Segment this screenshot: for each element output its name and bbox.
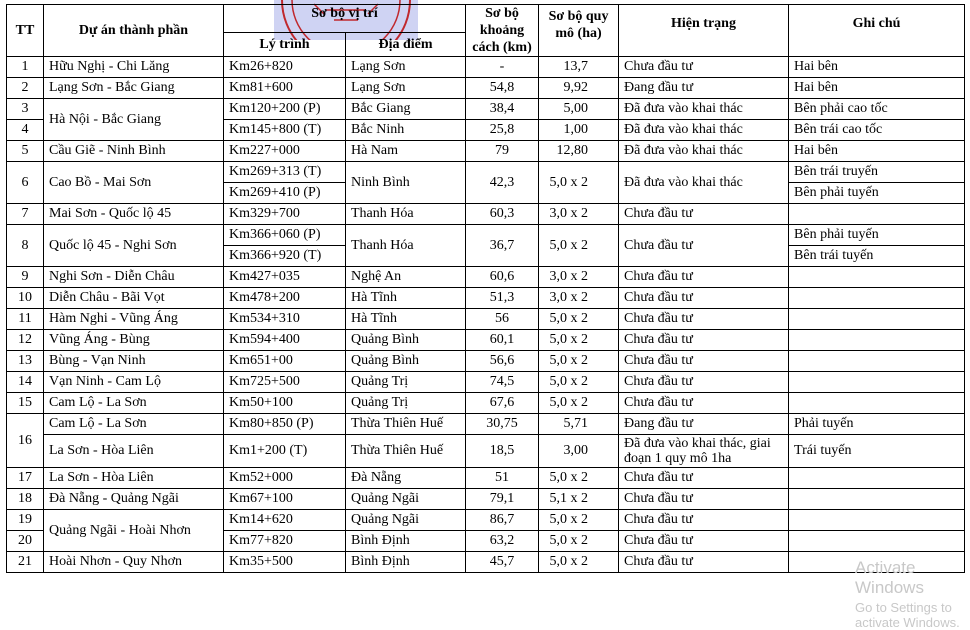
- cell-chainage: Km35+500: [224, 552, 346, 573]
- cell-scale: 5,0 x 2: [539, 351, 619, 372]
- cell-note: [789, 330, 965, 351]
- cell-scale: 12,80: [539, 141, 619, 162]
- cell-project: Cam Lộ - La Sơn: [44, 414, 224, 435]
- cell-status: Chưa đầu tư: [619, 531, 789, 552]
- cell-status: Chưa đầu tư: [619, 204, 789, 225]
- cell-note: [789, 393, 965, 414]
- cell-status: Chưa đầu tư: [619, 510, 789, 531]
- cell-tt: 2: [7, 78, 44, 99]
- cell-note: Hai bên: [789, 141, 965, 162]
- cell-note: Hai bên: [789, 78, 965, 99]
- cell-status: Đang đầu tư: [619, 414, 789, 435]
- cell-project: Cam Lộ - La Sơn: [44, 393, 224, 414]
- cell-status: Đã đưa vào khai thác: [619, 162, 789, 204]
- cell-scale: 5,1 x 2: [539, 489, 619, 510]
- table-row: [7, 489, 965, 510]
- cell-note: Hai bên: [789, 57, 965, 78]
- table-row: [7, 204, 965, 225]
- cell-project: Quốc lộ 45 - Nghi Sơn: [44, 225, 224, 267]
- cell-project: Bùng - Vạn Ninh: [44, 351, 224, 372]
- cell-chainage: Km478+200: [224, 288, 346, 309]
- cell-scale: 1,00: [539, 120, 619, 141]
- cell-status: Chưa đầu tư: [619, 393, 789, 414]
- cell-chainage: Km427+035: [224, 267, 346, 288]
- cell-status: Đang đầu tư: [619, 78, 789, 99]
- cell-note: Bên trái cao tốc: [789, 120, 965, 141]
- cell-chainage: Km26+820: [224, 57, 346, 78]
- cell-distance: 51: [466, 468, 539, 489]
- cell-chainage: Km651+00: [224, 351, 346, 372]
- cell-scale: 5,00: [539, 99, 619, 120]
- table-row: [7, 162, 965, 183]
- cell-distance: 60,6: [466, 267, 539, 288]
- cell-project: Nghi Sơn - Diễn Châu: [44, 267, 224, 288]
- cell-project: Lạng Sơn - Bắc Giang: [44, 78, 224, 99]
- cell-note: [789, 531, 965, 552]
- cell-tt: 16: [7, 414, 44, 468]
- cell-place: Nghệ An: [346, 267, 466, 288]
- col-scale: Sơ bộ quy mô (ha): [539, 5, 619, 57]
- cell-tt: 8: [7, 225, 44, 267]
- cell-note: Bên trái tuyến: [789, 246, 965, 267]
- cell-tt: 12: [7, 330, 44, 351]
- col-distance: Sơ bộ khoảng cách (km): [466, 5, 539, 57]
- cell-scale: 3,0 x 2: [539, 288, 619, 309]
- cell-place: Bình Định: [346, 552, 466, 573]
- cell-chainage: Km366+920 (T): [224, 246, 346, 267]
- cell-chainage: Km67+100: [224, 489, 346, 510]
- cell-chainage: Km227+000: [224, 141, 346, 162]
- cell-note: [789, 309, 965, 330]
- cell-scale: 5,0 x 2: [539, 510, 619, 531]
- cell-scale: 5,0 x 2: [539, 330, 619, 351]
- cell-distance: 30,75: [466, 414, 539, 435]
- cell-place: Lạng Sơn: [346, 57, 466, 78]
- cell-place: Quảng Trị: [346, 393, 466, 414]
- cell-tt: 11: [7, 309, 44, 330]
- cell-place: Hà Tĩnh: [346, 288, 466, 309]
- cell-distance: 86,7: [466, 510, 539, 531]
- cell-distance: 54,8: [466, 78, 539, 99]
- cell-chainage: Km269+410 (P): [224, 183, 346, 204]
- cell-project: Vạn Ninh - Cam Lộ: [44, 372, 224, 393]
- cell-distance: 25,8: [466, 120, 539, 141]
- cell-chainage: Km1+200 (T): [224, 435, 346, 468]
- table-row: [7, 510, 965, 531]
- cell-tt: 19: [7, 510, 44, 531]
- cell-project: Diễn Châu - Bãi Vọt: [44, 288, 224, 309]
- cell-place: Lạng Sơn: [346, 78, 466, 99]
- cell-chainage: Km14+620: [224, 510, 346, 531]
- cell-place: Ninh Bình: [346, 162, 466, 204]
- cell-scale: 5,0 x 2: [539, 309, 619, 330]
- cell-scale: 9,92: [539, 78, 619, 99]
- table-row: [7, 468, 965, 489]
- cell-chainage: Km50+100: [224, 393, 346, 414]
- cell-scale: 5,0 x 2: [539, 225, 619, 267]
- cell-scale: 13,7: [539, 57, 619, 78]
- cell-project: Đà Nẵng - Quảng Ngãi: [44, 489, 224, 510]
- cell-status: Chưa đầu tư: [619, 468, 789, 489]
- cell-status: Chưa đầu tư: [619, 372, 789, 393]
- cell-distance: 74,5: [466, 372, 539, 393]
- cell-note: [789, 351, 965, 372]
- cell-tt: 3: [7, 99, 44, 120]
- cell-scale: 5,71: [539, 414, 619, 435]
- cell-place: Thừa Thiên Huế: [346, 435, 466, 468]
- cell-chainage: Km81+600: [224, 78, 346, 99]
- cell-place: Quảng Bình: [346, 351, 466, 372]
- cell-status: Chưa đầu tư: [619, 351, 789, 372]
- cell-distance: 56,6: [466, 351, 539, 372]
- cell-place: Quảng Ngãi: [346, 510, 466, 531]
- cell-tt: 6: [7, 162, 44, 204]
- cell-note: [789, 288, 965, 309]
- cell-chainage: Km594+400: [224, 330, 346, 351]
- table-row: [7, 288, 965, 309]
- cell-distance: 79: [466, 141, 539, 162]
- cell-note: Trái tuyến: [789, 435, 965, 468]
- table-row: [7, 552, 965, 573]
- table-row: [7, 435, 965, 468]
- cell-scale: 5,0 x 2: [539, 393, 619, 414]
- cell-place: Bắc Ninh: [346, 120, 466, 141]
- cell-tt: 18: [7, 489, 44, 510]
- cell-project: La Sơn - Hòa Liên: [44, 468, 224, 489]
- rest-area-table: [6, 4, 965, 573]
- cell-status: Đã đưa vào khai thác: [619, 120, 789, 141]
- cell-project: Quảng Ngãi - Hoài Nhơn: [44, 510, 224, 552]
- cell-project: Hoài Nhơn - Quy Nhơn: [44, 552, 224, 573]
- cell-scale: 5,0 x 2: [539, 162, 619, 204]
- cell-note: [789, 489, 965, 510]
- cell-tt: 7: [7, 204, 44, 225]
- cell-scale: 5,0 x 2: [539, 372, 619, 393]
- table-row: [7, 225, 965, 246]
- cell-status: Chưa đầu tư: [619, 552, 789, 573]
- cell-project: Hữu Nghị - Chi Lăng: [44, 57, 224, 78]
- cell-distance: 51,3: [466, 288, 539, 309]
- cell-distance: 60,1: [466, 330, 539, 351]
- activate-windows-watermark: [855, 558, 970, 630]
- table-row: [7, 393, 965, 414]
- cell-chainage: Km77+820: [224, 531, 346, 552]
- cell-project: Hàm Nghi - Vũng Áng: [44, 309, 224, 330]
- table-row: [7, 309, 965, 330]
- cell-note: [789, 510, 965, 531]
- cell-note: [789, 468, 965, 489]
- cell-place: Hà Nam: [346, 141, 466, 162]
- cell-distance: 60,3: [466, 204, 539, 225]
- cell-distance: 56: [466, 309, 539, 330]
- cell-project: Mai Sơn - Quốc lộ 45: [44, 204, 224, 225]
- table-row: [7, 57, 965, 78]
- cell-tt: 14: [7, 372, 44, 393]
- cell-place: Đà Nẵng: [346, 468, 466, 489]
- cell-scale: 5,0 x 2: [539, 468, 619, 489]
- col-tt: TT: [7, 5, 44, 57]
- table-row: [7, 141, 965, 162]
- cell-distance: 79,1: [466, 489, 539, 510]
- cell-scale: 3,0 x 2: [539, 204, 619, 225]
- table-row: [7, 351, 965, 372]
- watermark-title: Activate Windows: [855, 558, 924, 597]
- cell-note: Bên phải cao tốc: [789, 99, 965, 120]
- cell-project: Vũng Áng - Bùng: [44, 330, 224, 351]
- cell-place: Thừa Thiên Huế: [346, 414, 466, 435]
- cell-scale: 5,0 x 2: [539, 531, 619, 552]
- cell-tt: 9: [7, 267, 44, 288]
- table-row: [7, 330, 965, 351]
- cell-status: Chưa đầu tư: [619, 267, 789, 288]
- cell-distance: 67,6: [466, 393, 539, 414]
- cell-status: Đã đưa vào khai thác: [619, 141, 789, 162]
- cell-chainage: Km269+313 (T): [224, 162, 346, 183]
- cell-place: Quảng Trị: [346, 372, 466, 393]
- cell-distance: 63,2: [466, 531, 539, 552]
- cell-project: Hà Nội - Bắc Giang: [44, 99, 224, 141]
- cell-note: Phải tuyến: [789, 414, 965, 435]
- cell-chainage: Km329+700: [224, 204, 346, 225]
- cell-scale: 5,0 x 2: [539, 552, 619, 573]
- table-row: [7, 267, 965, 288]
- cell-place: Thanh Hóa: [346, 225, 466, 267]
- cell-distance: 36,7: [466, 225, 539, 267]
- cell-status: Đã đưa vào khai thác: [619, 99, 789, 120]
- cell-tt: 20: [7, 531, 44, 552]
- table-row: [7, 78, 965, 99]
- cell-tt: 10: [7, 288, 44, 309]
- cell-place: Bình Định: [346, 531, 466, 552]
- cell-note: Bên trái truyến: [789, 162, 965, 183]
- col-project: Dự án thành phần: [44, 5, 224, 57]
- cell-note: Bên phải tuyến: [789, 183, 965, 204]
- cell-place: Thanh Hóa: [346, 204, 466, 225]
- cell-note: Bên phải tuyến: [789, 225, 965, 246]
- cell-status: Chưa đầu tư: [619, 288, 789, 309]
- cell-tt: 15: [7, 393, 44, 414]
- col-location-group: Sơ bộ vị trí: [224, 5, 466, 33]
- cell-chainage: Km366+060 (P): [224, 225, 346, 246]
- cell-place: Bắc Giang: [346, 99, 466, 120]
- cell-note: [789, 267, 965, 288]
- cell-distance: 38,4: [466, 99, 539, 120]
- cell-tt: 4: [7, 120, 44, 141]
- cell-distance: 42,3: [466, 162, 539, 204]
- cell-chainage: Km725+500: [224, 372, 346, 393]
- cell-tt: 21: [7, 552, 44, 573]
- cell-status: Chưa đầu tư: [619, 309, 789, 330]
- cell-status: Chưa đầu tư: [619, 330, 789, 351]
- cell-note: [789, 204, 965, 225]
- cell-distance: -: [466, 57, 539, 78]
- table-row: [7, 372, 965, 393]
- col-chainage: Lý trình: [224, 33, 346, 57]
- cell-tt: 5: [7, 141, 44, 162]
- cell-tt: 13: [7, 351, 44, 372]
- cell-distance: 18,5: [466, 435, 539, 468]
- cell-project: Cầu Giẽ - Ninh Bình: [44, 141, 224, 162]
- col-status: Hiện trạng: [619, 5, 789, 57]
- cell-chainage: Km534+310: [224, 309, 346, 330]
- cell-project: La Sơn - Hòa Liên: [44, 435, 224, 468]
- cell-status: Đã đưa vào khai thác, giai đoạn 1 quy mô 1ha: [619, 435, 789, 468]
- watermark-subtitle: Go to Settings to activate Windows.: [855, 600, 960, 630]
- cell-scale: 3,00: [539, 435, 619, 468]
- cell-status: Chưa đầu tư: [619, 57, 789, 78]
- col-place: Địa điểm: [346, 33, 466, 57]
- cell-scale: 3,0 x 2: [539, 267, 619, 288]
- cell-place: Hà Tĩnh: [346, 309, 466, 330]
- cell-chainage: Km52+000: [224, 468, 346, 489]
- col-note: Ghi chú: [789, 5, 965, 57]
- cell-place: Quảng Ngãi: [346, 489, 466, 510]
- cell-distance: 45,7: [466, 552, 539, 573]
- cell-chainage: Km145+800 (T): [224, 120, 346, 141]
- cell-status: Chưa đầu tư: [619, 225, 789, 267]
- cell-place: Quảng Bình: [346, 330, 466, 351]
- cell-chainage: Km80+850 (P): [224, 414, 346, 435]
- table-row: [7, 99, 965, 120]
- cell-chainage: Km120+200 (P): [224, 99, 346, 120]
- cell-tt: 1: [7, 57, 44, 78]
- cell-tt: 17: [7, 468, 44, 489]
- cell-status: Chưa đầu tư: [619, 489, 789, 510]
- cell-note: [789, 372, 965, 393]
- cell-project: Cao Bồ - Mai Sơn: [44, 162, 224, 204]
- table-row: [7, 414, 965, 435]
